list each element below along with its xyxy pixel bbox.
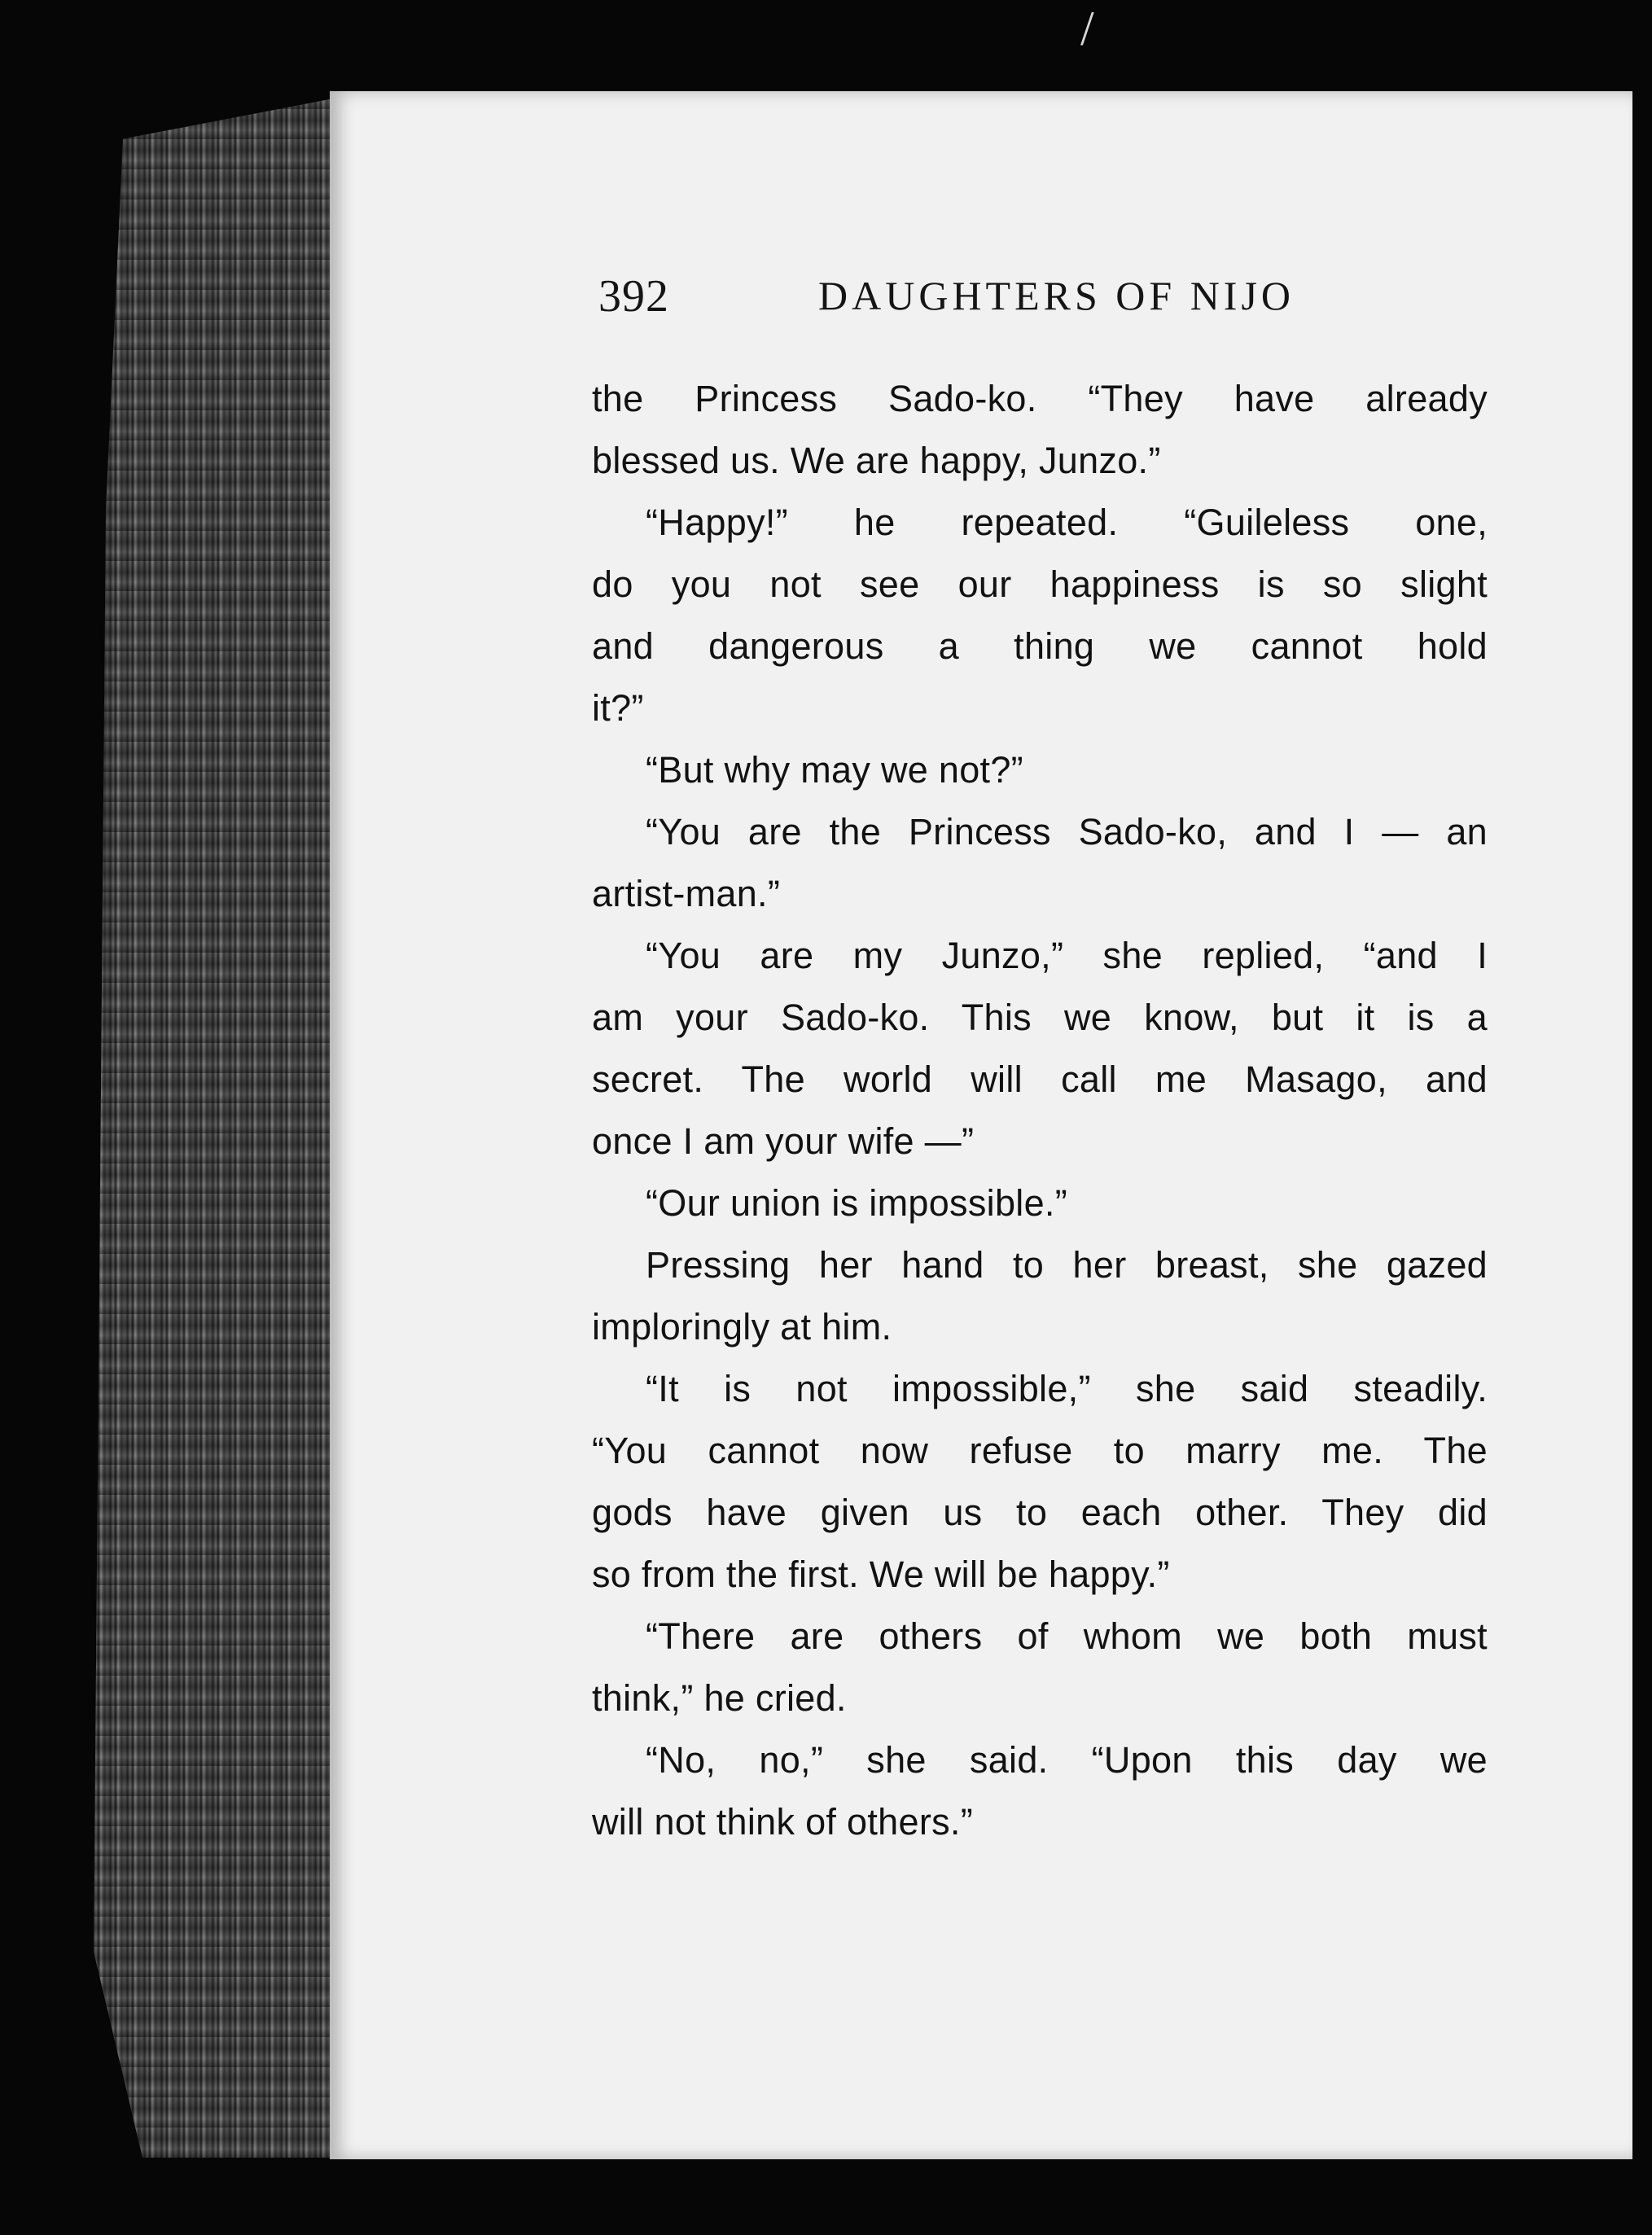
text-line: once I am your wife —” [592,1120,975,1162]
page-number: 392 [598,271,669,322]
text-line: think,” he cried. [592,1677,847,1719]
running-head [598,270,1299,344]
text-line: “There are others of whom we both must [646,1615,1488,1657]
text-line: imploringly at him. [592,1306,892,1348]
text-line: am your Sado-ko. This we know, but it is a [592,997,1488,1038]
text-line: artist-man.” [592,873,781,914]
text-line: “Our union is impossible.” [646,1182,1067,1224]
text-line: blessed us. We are happy, Junzo.” [592,440,1161,481]
text-line: “You are the Princess Sado-ko, and I — an [646,811,1488,852]
text-line: “But why may we not?” [646,749,1023,791]
text-line: “Happy!” he repeated. “Guileless one, [646,502,1488,543]
book-page [330,91,1632,2159]
text-line: do you not see our happiness is so slight [592,563,1488,605]
text-line: gods have given us to each other. They did [592,1492,1488,1533]
text-line: “It is not impossible,” she said steadily. [646,1368,1488,1409]
text-line: will not think of others.” [592,1801,973,1843]
running-title: DAUGHTERS OF NIJO [818,273,1295,318]
text-line: Pressing her hand to her breast, she gazed [646,1244,1488,1286]
body-text [592,368,1488,1853]
text-line: and dangerous a thing we cannot hold [592,625,1488,667]
text-line: the Princess Sado-ko. “They have already [592,378,1488,419]
text-line: it?” [592,687,644,729]
text-line: “You cannot now refuse to marry me. The [592,1430,1488,1471]
text-line: “You are my Junzo,” she replied, “and I [646,935,1488,976]
scan-mark: / [1080,2,1094,55]
text-line: “No, no,” she said. “Upon this day we [646,1739,1488,1781]
book-page-edges-texture [94,98,338,2158]
text-line: secret. The world will call me Masago, and [592,1058,1488,1100]
text-line: so from the first. We will be happy.” [592,1554,1170,1595]
